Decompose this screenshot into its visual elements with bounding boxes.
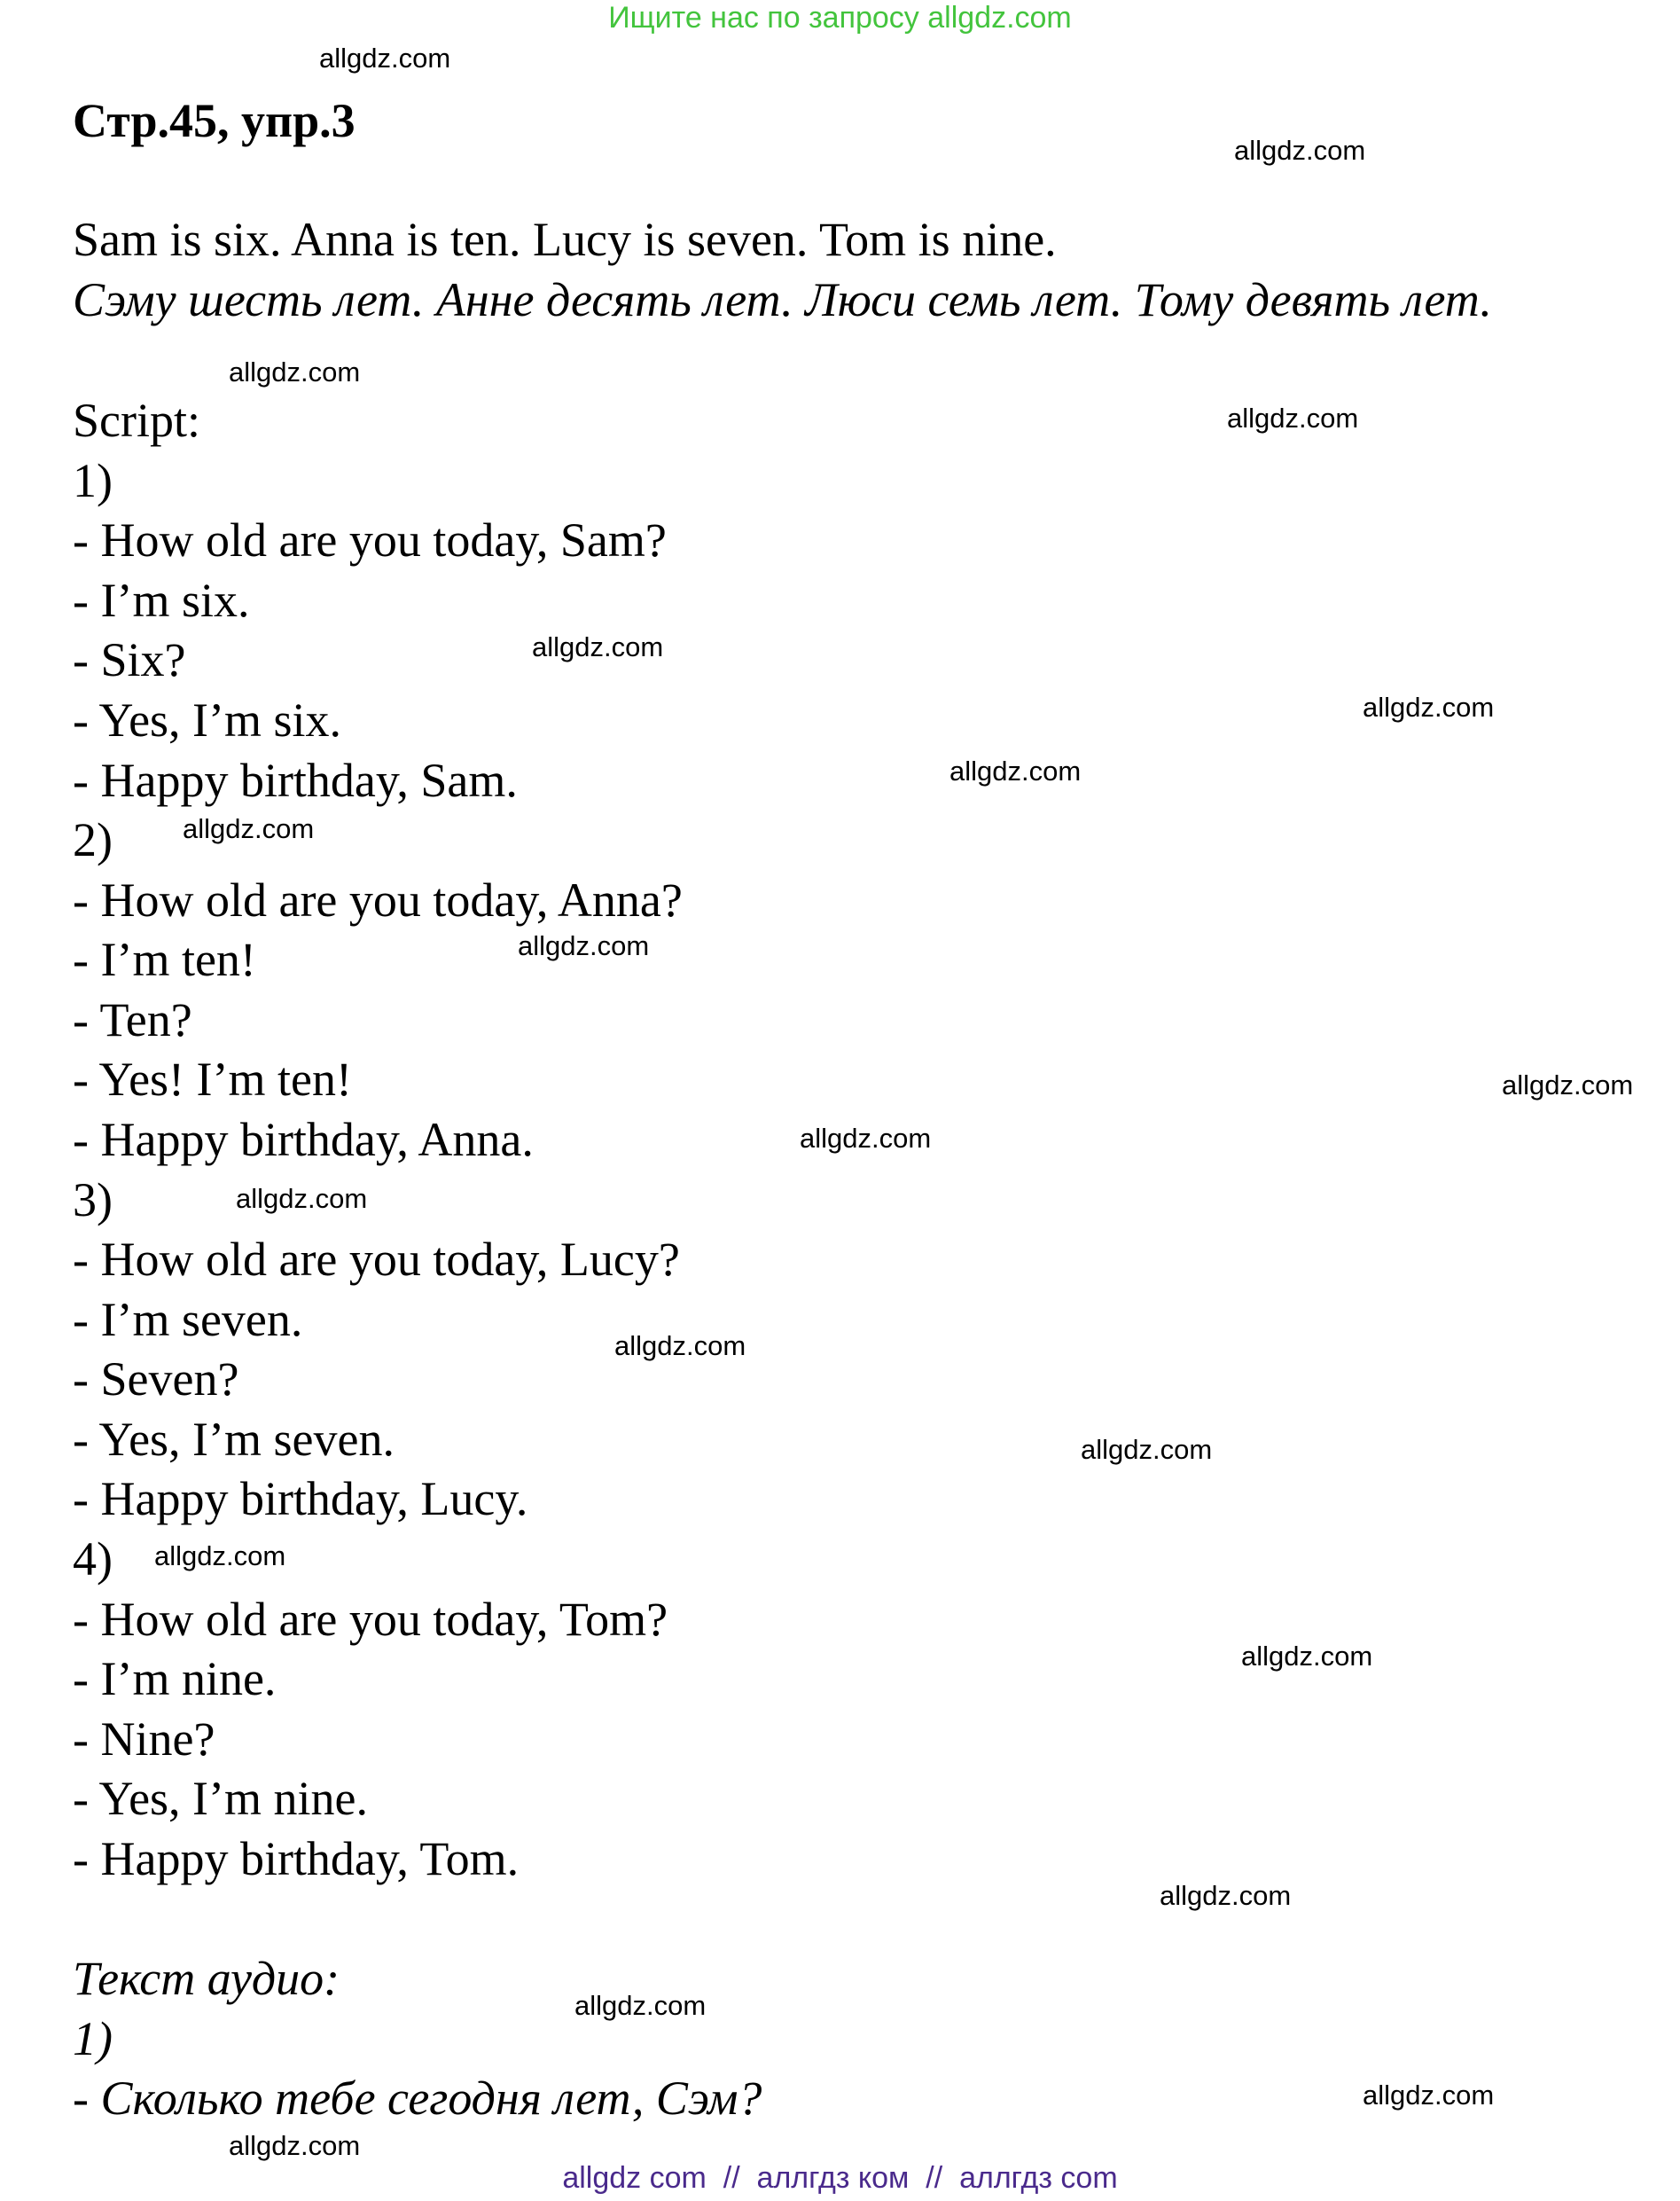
watermark: allgdz.com bbox=[229, 356, 361, 388]
watermark: allgdz.com bbox=[1363, 2080, 1495, 2111]
watermark: allgdz.com bbox=[518, 930, 650, 961]
watermark: allgdz.com bbox=[614, 1330, 746, 1361]
dialogue-line: - Happy birthday, Tom. bbox=[73, 1832, 520, 1885]
dialogue-line: - Ten? bbox=[73, 993, 192, 1046]
watermark: allgdz.com bbox=[236, 1183, 368, 1214]
watermark: allgdz.com bbox=[319, 43, 451, 74]
watermark: allgdz.com bbox=[229, 2130, 361, 2161]
dialogue-number-1: 1) bbox=[73, 454, 113, 507]
watermark: allgdz.com bbox=[1241, 1641, 1373, 1672]
dialogue-line: - Six? bbox=[73, 633, 186, 686]
watermark: allgdz.com bbox=[1227, 403, 1359, 434]
dialogue-line: - Nine? bbox=[73, 1712, 215, 1766]
sentence-russian: Сэму шесть лет. Анне десять лет. Люси семь лет. Тому девять лет. bbox=[73, 273, 1492, 326]
dialogue-line: - Yes, I’m six. bbox=[73, 693, 342, 747]
bottom-banner[interactable]: allgdz com // аллгдз ком // аллгдз com bbox=[562, 2161, 1118, 2195]
watermark: allgdz.com bbox=[574, 1990, 707, 2021]
dialogue-number-2: 2) bbox=[73, 813, 113, 866]
dialogue-line: - How old are you today, Sam? bbox=[73, 513, 667, 567]
script-heading: Script: bbox=[73, 394, 200, 447]
top-banner[interactable]: Ищите нас по запросу allgdz.com bbox=[608, 1, 1072, 35]
dialogue-line: - I’m seven. bbox=[73, 1293, 303, 1346]
watermark: allgdz.com bbox=[183, 813, 315, 844]
dialogue-line: - Happy birthday, Lucy. bbox=[73, 1472, 528, 1525]
dialogue-line: - I’m six. bbox=[73, 574, 250, 627]
dialogue-number-3: 3) bbox=[73, 1173, 113, 1226]
dialogue-line: - Yes! I’m ten! bbox=[73, 1053, 352, 1106]
audio-line: - Сколько тебе сегодня лет, Сэм? bbox=[73, 2072, 762, 2125]
dialogue-line: - Happy birthday, Sam. bbox=[73, 754, 518, 807]
audio-number-1: 1) bbox=[73, 2012, 113, 2065]
dialogue-line: - I’m nine. bbox=[73, 1652, 277, 1705]
dialogue-line: - Seven? bbox=[73, 1352, 239, 1406]
watermark: allgdz.com bbox=[1502, 1069, 1634, 1100]
dialogue-line: - How old are you today, Lucy? bbox=[73, 1233, 680, 1286]
watermark: allgdz.com bbox=[1363, 692, 1495, 723]
watermark: allgdz.com bbox=[1160, 1880, 1292, 1911]
watermark: allgdz.com bbox=[1081, 1434, 1213, 1465]
audio-text-heading: Текст аудио: bbox=[73, 1952, 340, 2005]
dialogue-number-4: 4) bbox=[73, 1532, 113, 1586]
watermark: allgdz.com bbox=[1234, 135, 1366, 166]
dialogue-line: - How old are you today, Tom? bbox=[73, 1593, 668, 1646]
watermark: allgdz.com bbox=[532, 631, 664, 662]
dialogue-line: - I’m ten! bbox=[73, 933, 256, 986]
dialogue-line: - Yes, I’m seven. bbox=[73, 1413, 395, 1466]
watermark: allgdz.com bbox=[154, 1540, 286, 1571]
sentence-english: Sam is six. Anna is ten. Lucy is seven. Tom is nine. bbox=[73, 213, 1057, 266]
page-title: Стр.45, упр.3 bbox=[73, 94, 356, 147]
dialogue-line: - How old are you today, Anna? bbox=[73, 873, 683, 927]
watermark: allgdz.com bbox=[949, 756, 1082, 787]
watermark: allgdz.com bbox=[800, 1123, 932, 1154]
dialogue-line: - Happy birthday, Anna. bbox=[73, 1113, 534, 1166]
dialogue-line: - Yes, I’m nine. bbox=[73, 1772, 368, 1825]
